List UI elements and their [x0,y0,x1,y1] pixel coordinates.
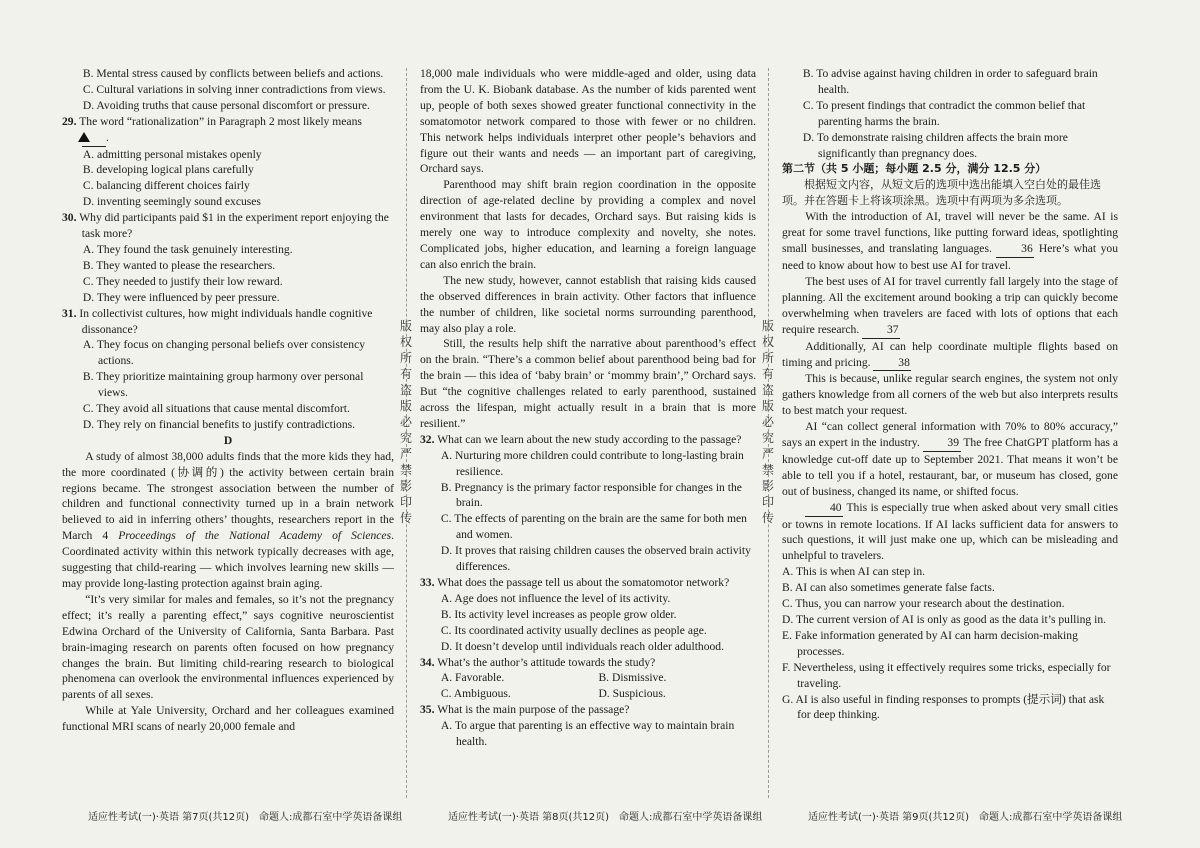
choice-b: B. AI can also sometimes generate false facts. [782,581,995,595]
q29-option-a: A. admitting personal mistakes openly [82,147,262,161]
section-heading-d: D [223,433,233,447]
passage-paragraph-1: With the introduction of AI, travel will never be the same. AI is great for some travel functions, like putting forward ideas, spotlighting small businesses, and translating languages. 36 Here’s what you need to know about how to best use AI for travel. [782,210,1118,273]
passage-d-paragraph-4: 18,000 male individuals who were middle-aged and older, using data from the U. K. Biobank database. As the number of kids parented went up, people of both sexes showed greater functional connectivity in the somatomotor network compared to those with fewer or no children. This network helps individuals interpret other people’s behaviors and figure out their wants and needs — an important part of caregiving, Orchard says. [420,67,756,176]
q34-option-c: C. Ambiguous. [440,687,511,701]
blank-39: 39 [923,435,961,452]
question-stem: What can we learn about the new study according to the passage? [437,432,742,446]
choice-a: A. This is when AI can step in. [782,565,926,579]
question-stem: What is the main purpose of the passage? [437,703,630,717]
q30-option-b: B. They wanted to please the researchers. [82,258,276,272]
q35-option-c: C. To present findings that contradict the common belief that parenting harms the brain. [802,98,1086,128]
q33-option-d: D. It doesn’t develop until individuals reach older adulthood. [440,639,725,653]
passage-d-paragraph-2: “It’s very similar for males and females, so it’s not the pregnancy effect; it’s really a parenting effect,” says cognitive neuroscientist Edwina Orchard of the University of California, Santa Barbara. Past brain-imaging research on parents often focused on how pregnancy changes the brain. But limiting child-rearing research to biological phenomena can overlook the environmental influences experienced by parents of all sexes. [62,592,394,702]
passage-paragraph-2: The best uses of AI for travel currently fall largely into the stage of planning. All the excitement around booking a trip can quickly become overwhelming when travelers are faced with lots of options that each require research. 37 [782,274,1118,339]
section-2-instructions: 根据短文内容，从短文后的选项中选出能填入空白处的最佳选项。并在答题卡上将该项涂黑。选项中有两项为多余选项。 [782,178,1101,208]
q33-option-b: B. Its activity level increases as people grow older. [440,607,677,621]
passage-d-paragraph-5: Parenthood may shift brain region coordination in the opposite direction of age-related decline by providing a complex and novel environment that lasts for decades, Orchard says. But raising kids is merely one way to introduce complexity and novelty, she notes. Complicated jobs, higher education, and learning a foreign language can also enrich the brain. [420,178,756,271]
q31-option-d: D. They rely on financial benefits to justify contradictions. [82,417,356,431]
passage-d-paragraph-7: Still, the results help shift the narrative about parenthood’s effect on the brain. “There’s a common belief about parenthood being bad for the brain — this idea of ‘baby brain’ or ‘mommy brain’,” Orchard says. But “the cognitive challenges related to early parenthood, sustained across the lifespan, might actually result in a brain that is more resilient.” [420,337,756,430]
q31-option-a: A. They focus on changing personal beliefs over consistency actions. [82,338,366,368]
q32-option-a: A. Nurturing more children could contribute to long-lasting brain resilience. [440,448,744,478]
question-number: 29. [62,114,77,128]
question-34: 34. What’s the author’s attitude towards the study? [420,655,656,669]
journal-name: Proceedings of the National Academy of Sciences [118,529,392,543]
section-2-title: 第二节（共 5 小题；每小题 2.5 分，满分 12.5 分） [782,162,1047,176]
passage-d-paragraph-3: While at Yale University, Orchard and her colleagues examined functional MRI scans of nearly 20,000 female and [62,704,394,734]
q28-option-d: D. Avoiding truths that cause personal discomfort or pressure. [82,98,370,112]
column-page-9 [782,66,1118,801]
footer-page-8: 适应性考试(一)·英语 第8页(共12页) 命题人:成都石室中学英语备课组 [448,812,763,823]
column-page-7 [62,66,394,801]
question-35: 35. What is the main purpose of the passage? [420,703,630,717]
q32-option-d: D. It proves that raising children causes the observed brain activity differences. [440,544,751,574]
q31-option-c: C. They avoid all situations that cause mental discomfort. [82,402,350,416]
q30-option-d: D. They were influenced by peer pressure. [82,290,280,304]
blank-37: 37 [862,322,900,339]
q32-option-c: C. The effects of parenting on the brain are the same for both men and women. [440,512,747,542]
copyright-stamp-left: 版权所有盗版必究严禁影印传 [399,319,412,525]
q30-option-a: A. They found the task genuinely interesting. [82,242,293,256]
passage-paragraph-4: This is because, unlike regular search engines, the system not only gathers knowledge from all corners of the web but also interprets results to best match your request. [782,372,1118,418]
passage-paragraph-6: 40 This is especially true when asked about very small cities or towns in remote locations. If AI lacks sufficient data for answers to such questions, it will just make one up, which can be misleading and unhelpful to travelers. [782,500,1118,563]
q33-option-a: A. Age does not influence the level of its activity. [440,591,671,605]
q28-option-b: B. Mental stress caused by conflicts between beliefs and actions. [82,67,384,80]
q34-option-d: D. Suspicious. [598,687,666,701]
q34-options-row-2 [420,686,756,702]
question-stem: The word “rationalization” in Paragraph 2 most likely means [79,114,362,128]
question-stem: In collectivist cultures, how might individuals handle cognitive dissonance? [79,306,373,336]
footer-page-7: 适应性考试(一)·英语 第7页(共12页) 命题人:成都石室中学英语备课组 [88,812,403,823]
passage-d-paragraph-1: A study of almost 38,000 adults finds that the more kids they had, the more coordinated (协调的) the activity between certain brain regions became. The strongest association between the number of children and functional connectivity turned up in a brain network believed to aid in inferring others’ thoughts, researchers report in the March 4 Proceedings of the National Academy of Sciences. Coordinated activity within this network typically decreases with age, suggesting that child-rearing — which involves learning new skills — may provide long-lasting protection against brain aging. [62,449,394,590]
q28-option-c: C. Cultural variations in solving inner contradictions from views. [82,82,386,96]
blank-36: 36 [996,241,1034,258]
copyright-stamp-right: 版权所有盗版必究严禁影印传 [761,319,774,525]
question-31: 31. In collectivist cultures, how might individuals handle cognitive dissonance? [62,306,373,336]
question-stem: What does the passage tell us about the somatomotor network? [437,576,730,589]
choice-f: F. Nevertheless, using it effectively requires some tricks, especially for traveling. [782,660,1111,690]
q35-option-d: D. To demonstrate raising children affects the brain more significantly than pregnancy does. [802,130,1068,160]
q33-option-c: C. Its coordinated activity usually declines as people age. [440,623,707,637]
q34-option-a: A. Favorable. [440,671,505,685]
footer-page-9: 适应性考试(一)·英语 第9页(共12页) 命题人:成都石室中学英语备课组 [808,812,1123,823]
q34-options-row-1 [420,670,756,686]
q29-option-b: B. developing logical plans carefully [82,163,254,177]
blank-40: 40 [805,500,843,517]
question-33: 33. What does the passage tell us about the somatomotor network? [420,576,730,589]
q29-option-c: C. balancing different choices fairly [82,179,250,193]
q29-option-d: D. inventing seemingly sound excuses [82,195,261,209]
column-page-8 [420,66,756,801]
choice-e: E. Fake information generated by AI can harm decision-making processes. [782,628,1078,658]
choice-g: G. AI is also useful in finding responses to prompts (提示词) that ask for deep thinking. [782,692,1105,722]
q34-option-b: B. Dismissive. [598,671,667,685]
question-32: 32. What can we learn about the new study according to the passage? [420,432,742,446]
q30-option-c: C. They needed to justify their low reward. [82,274,283,288]
blank-38: 38 [873,355,911,372]
q32-option-b: B. Pregnancy is the primary factor responsible for changes in the brain. [440,480,742,510]
choice-c: C. Thus, you can narrow your research about the destination. [782,597,1065,611]
q35-option-b: B. To advise against having children in order to safeguard brain health. [802,67,1098,96]
question-30: 30. Why did participants paid $1 in the experiment report enjoying the task more? [62,211,389,241]
passage-paragraph-5: AI “can collect general information with 70% to 80% accuracy,” says an expert in the industry. 39 The free ChatGPT platform has a knowledge cut-off date up to September 2021. That means it won’t be able to tell you if a hotel, restaurant, bar, or museum has closed, gone out of business, changed its name, or shifted focus. [782,420,1118,498]
question-stem: What’s the author’s attitude towards the study? [437,655,656,669]
passage-d-paragraph-6: The new study, however, cannot establish that raising kids caused the observed differences in brain activity. Other factors that influence the number of children, like societal norms surrounding parenthood, may also play a role. [420,273,756,335]
choice-d: D. The current version of AI is only as good as the data it’s pulling in. [782,613,1107,626]
q35-option-a: A. To argue that parenting is an effective way to maintain brain health. [440,719,735,749]
answer-blank-triangle-icon [78,132,90,142]
q31-option-b: B. They prioritize maintaining group harmony over personal views. [82,370,364,400]
question-29: 29. The word “rationalization” in Paragraph 2 most likely means . [62,114,394,147]
question-stem: Why did participants paid $1 in the experiment report enjoying the task more? [79,211,389,241]
passage-paragraph-3: Additionally, AI can help coordinate multiple flights based on timing and pricing. 38 [782,339,1118,372]
